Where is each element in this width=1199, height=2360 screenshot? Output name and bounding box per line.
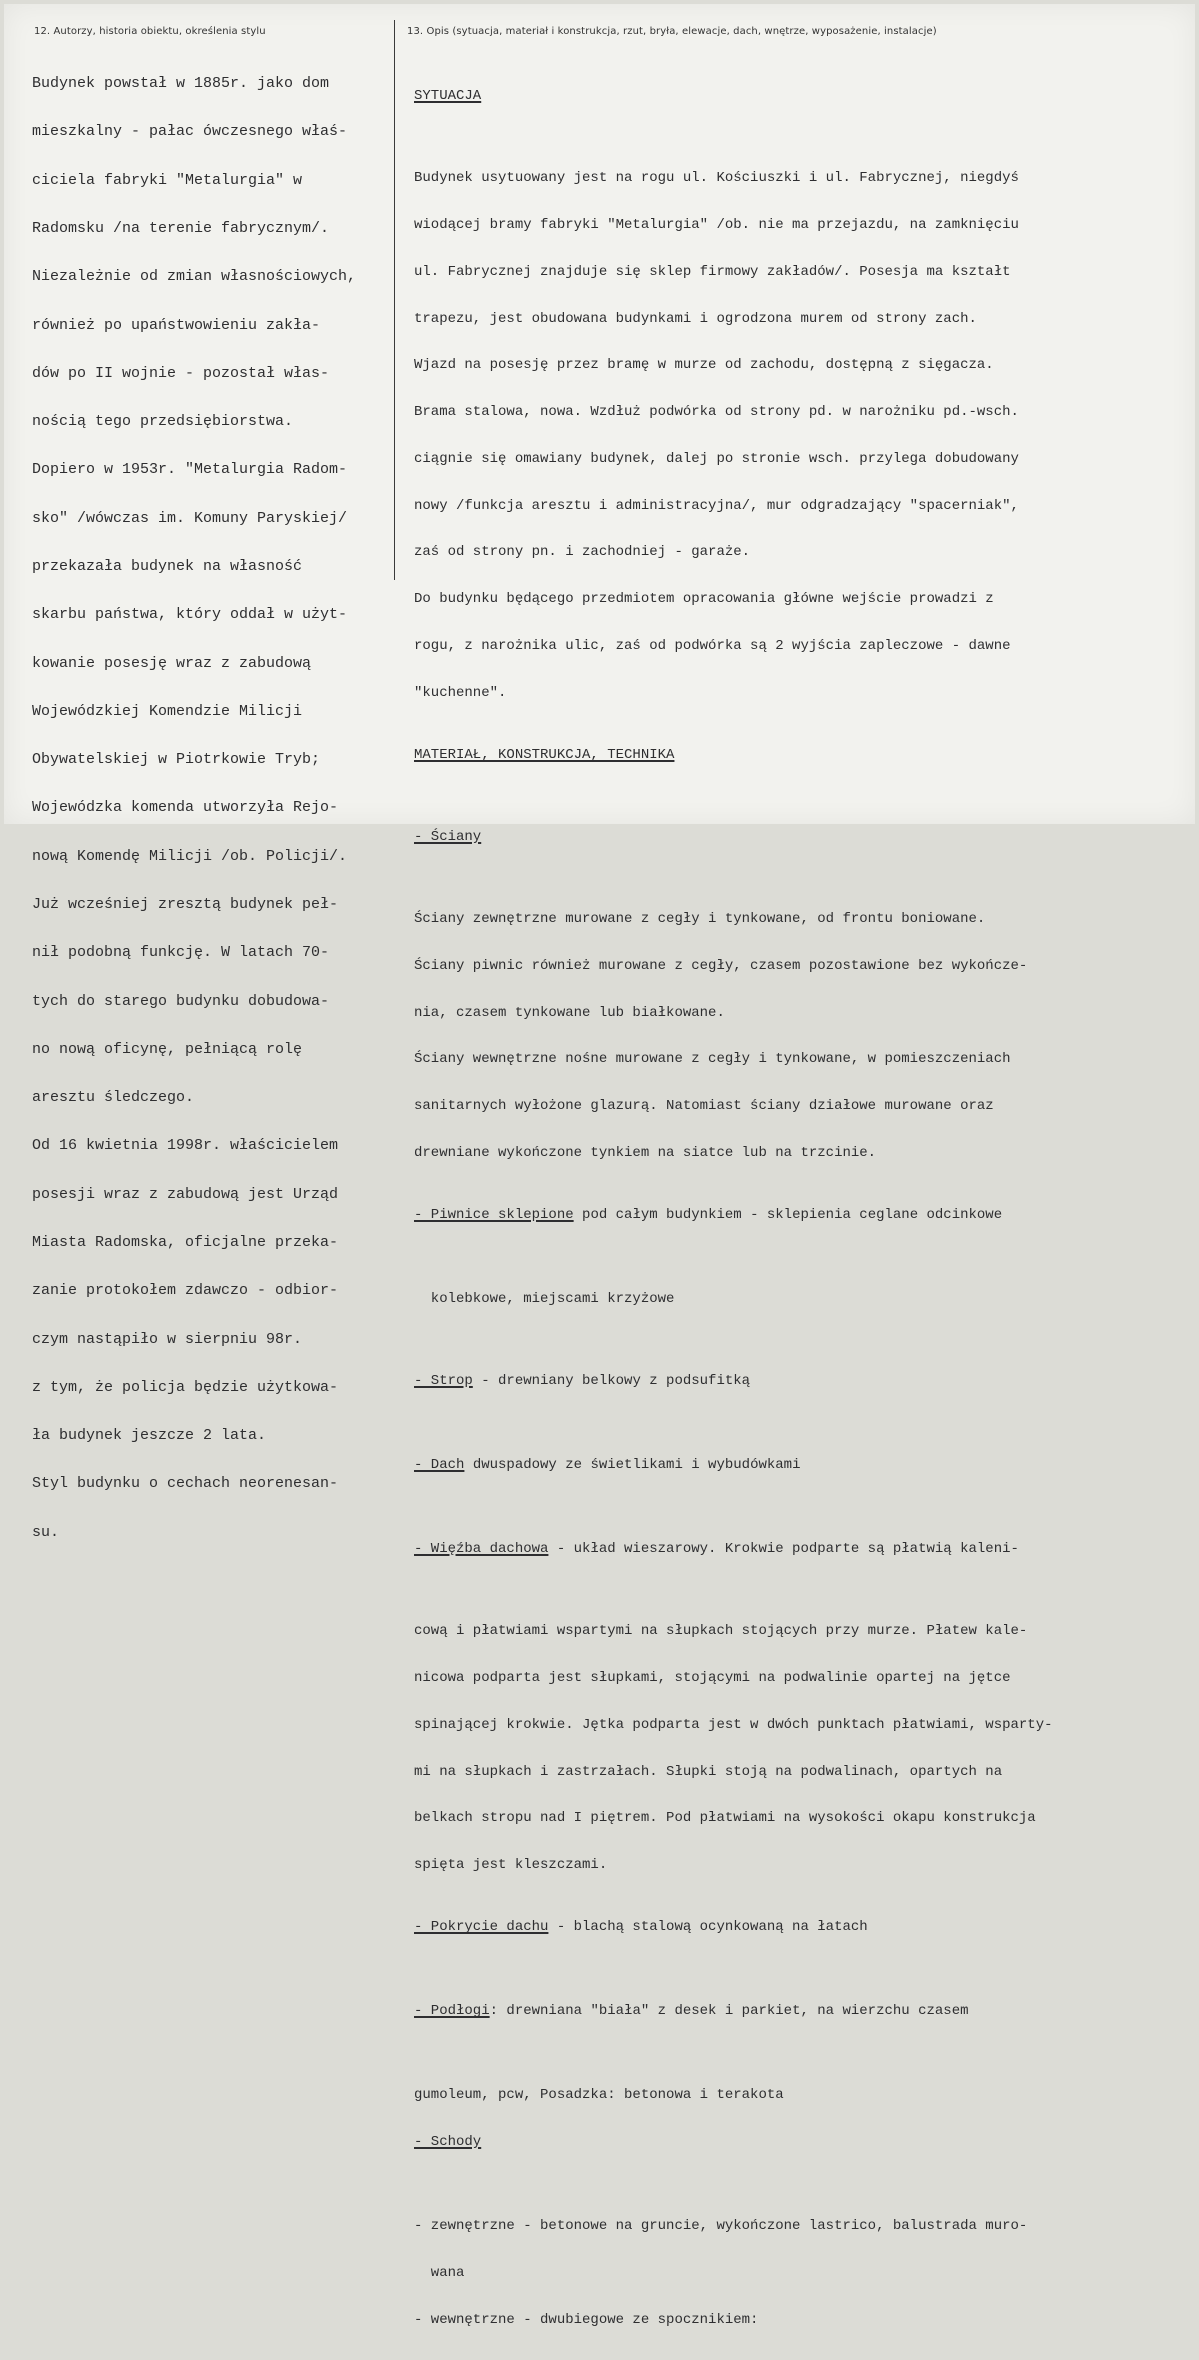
piwnice-line bbox=[414, 1208, 1053, 1224]
material-heading: MATERIAŁ, KONSTRUKCJA, TECHNIKA bbox=[414, 747, 675, 764]
history-line: Dopiero w 1953r. "Metalurgia Radom- bbox=[32, 461, 348, 479]
history-line: również po upaństwowieniu zakła- bbox=[32, 316, 321, 334]
history-line: sko" /wówczas im. Komuny Paryskiej/ bbox=[32, 509, 348, 527]
wiezba-line: spinającej krokwie. Jętka podparta jest w dwóch punktach płatwiami, wsparty- bbox=[414, 1716, 1053, 1733]
column-divider bbox=[394, 20, 395, 580]
history-line: Miasta Radomska, oficjalne przeka- bbox=[32, 1233, 339, 1251]
sytuacja-heading: SYTUACJA bbox=[414, 88, 482, 105]
sytuacja-line: zaś od strony pn. i zachodniej - garaże. bbox=[414, 544, 751, 561]
dach-text: dwuspadowy ze świetlikami i wybudówkami bbox=[464, 1457, 801, 1474]
history-text bbox=[32, 44, 356, 1573]
document-card bbox=[4, 4, 1195, 2328]
history-line: Od 16 kwietnia 1998r. właścicielem bbox=[32, 1137, 339, 1155]
sciany-line: Ściany zewnętrzne murowane z cegły i tynkowane, od frontu boniowane. bbox=[414, 911, 986, 928]
history-line: z tym, że policja będzie użytkowa- bbox=[32, 1378, 339, 1396]
sytuacja-line: Brama stalowa, nowa. Wzdłuż podwórka od strony pd. w narożniku pd.-wsch. bbox=[414, 404, 1019, 421]
sytuacja-line: Do budynku będącego przedmiotem opracowania główne wejście prowadzi z bbox=[414, 591, 994, 608]
history-line: su. bbox=[32, 1523, 60, 1541]
history-line: ła budynek jeszcze 2 lata. bbox=[32, 1427, 267, 1445]
history-line: Radomsku /na terenie fabrycznym/. bbox=[32, 220, 330, 238]
sciany-line: drewniane wykończone tynkiem na siatce lub na trzcinie. bbox=[414, 1144, 877, 1161]
wiezba-line: mi na słupkach i zastrzałach. Słupki stoją na podwalinach, opartych na bbox=[414, 1763, 1003, 1780]
sytuacja-line: Wjazd na posesję przez bramę w murze od zachodu, dostępną z sięgacza. bbox=[414, 357, 994, 374]
piwnice-text: pod całym budynkiem - sklepienia ceglane odcinkowe bbox=[573, 1207, 1003, 1224]
history-line: skarbu państwa, który oddał w użyt- bbox=[32, 606, 348, 624]
sytuacja-line: ul. Fabrycznej znajduje się sklep firmowy zakładów/. Posesja ma kształt bbox=[414, 263, 1011, 280]
schody-line: - zewnętrzne - betonowe na gruncie, wykończone lastrico, balustrada muro- bbox=[414, 2218, 1028, 2235]
pokrycie-label: - Pokrycie dachu bbox=[414, 1919, 549, 1936]
history-line: Styl budynku o cechach neorenesan- bbox=[32, 1475, 339, 1493]
history-line: aresztu śledczego. bbox=[32, 1089, 195, 1107]
strop-line bbox=[414, 1374, 1053, 1390]
history-line: dów po II wojnie - pozostał włas- bbox=[32, 364, 330, 382]
wiezba-line: belkach stropu nad I piętrem. Pod płatwiami na wysokości okapu konstrukcja bbox=[414, 1810, 1036, 1827]
podlogi-line-2: gumoleum, pcw, Posadzka: betonowa i terakota bbox=[414, 2087, 784, 2104]
podlogi-line bbox=[414, 2004, 1053, 2020]
schody-line: - wewnętrzne - dwubiegowe ze spocznikiem: bbox=[414, 2311, 759, 2328]
sciany-label: - Ściany bbox=[414, 829, 482, 846]
history-line: mieszkalny - pałac ówczesnego właś- bbox=[32, 123, 348, 141]
wiezba-line: spięta jest kleszczami. bbox=[414, 1857, 608, 1874]
history-line: tych do starego budynku dobudowa- bbox=[32, 992, 330, 1010]
podlogi-label: - Podłogi bbox=[414, 2003, 490, 2020]
sytuacja-line: nowy /funkcja aresztu i administracyjna/, mur odgradzający "spacerniak", bbox=[414, 497, 1019, 514]
history-line: nością tego przedsiębiorstwa. bbox=[32, 413, 294, 431]
wiezba-label: - Więźba dachowa bbox=[414, 1541, 549, 1558]
right-column-header: 13. Opis (sytuacja, materiał i konstrukcja, rzut, bryła, elewacje, dach, wnętrze, wyposażenie, instalacje) bbox=[407, 26, 937, 37]
history-line: no nową oficynę, pełniącą rolę bbox=[32, 1040, 303, 1058]
pokrycie-line bbox=[414, 1920, 1053, 1936]
sytuacja-line: wiodącej bramy fabryki "Metalurgia" /ob. nie ma przejazdu, na zamknięciu bbox=[414, 216, 1019, 233]
sytuacja-line: ciągnie się omawiany budynek, dalej po stronie wsch. przylega dobudowany bbox=[414, 450, 1019, 467]
schody-line: wana bbox=[414, 2264, 465, 2281]
history-line: kowanie posesję wraz z zabudową bbox=[32, 654, 312, 672]
sytuacja-line: rogu, z narożnika ulic, zaś od podwórka są 2 wyjścia zapleczowe - dawne bbox=[414, 637, 1011, 654]
dach-label: - Dach bbox=[414, 1457, 465, 1474]
sciany-line: Ściany piwnic również murowane z cegły, czasem pozostawione bez wykończe- bbox=[414, 957, 1028, 974]
left-column-header: 12. Autorzy, historia obiektu, określenia stylu bbox=[34, 26, 266, 37]
history-line: Budynek powstał w 1885r. jako dom bbox=[32, 75, 330, 93]
schody-label: - Schody bbox=[414, 2134, 482, 2151]
wiezba-line: nicowa podparta jest słupkami, stojącymi na podwalinie opartej na jętce bbox=[414, 1669, 1011, 1686]
history-line: ciciela fabryki "Metalurgia" w bbox=[32, 171, 303, 189]
history-line: Wojewódzkiej Komendzie Milicji bbox=[32, 702, 303, 720]
wiezba-line: cową i płatwiami wspartymi na słupkach stojących przy murze. Płatew kale- bbox=[414, 1623, 1028, 1640]
history-line: Wojewódzka komenda utworzyła Rejo- bbox=[32, 799, 339, 817]
wiezba-text: - układ wieszarowy. Krokwie podparte są płatwią kaleni- bbox=[548, 1541, 1019, 1558]
history-line: nił podobną funkcję. W latach 70- bbox=[32, 944, 330, 962]
history-line: przekazała budynek na własność bbox=[32, 558, 303, 575]
piwnice-label: - Piwnice sklepione bbox=[414, 1207, 574, 1224]
history-line: posesji wraz z zabudową jest Urząd bbox=[32, 1185, 339, 1203]
sciany-line: Ściany wewnętrzne nośne murowane z cegły i tynkowane, w pomieszczeniach bbox=[414, 1051, 1011, 1068]
sciany-line: nia, czasem tynkowane lub białkowane. bbox=[414, 1004, 725, 1021]
strop-label: - Strop bbox=[414, 1373, 473, 1390]
description-text bbox=[414, 58, 1053, 2360]
podlogi-text: : drewniana "biała" z desek i parkiet, na wierzchu czasem bbox=[489, 2003, 969, 2020]
sciany-line: sanitarnych wyłożone glazurą. Natomiast ściany działowe murowane oraz bbox=[414, 1098, 994, 1115]
strop-text: - drewniany belkowy z podsufitką bbox=[472, 1373, 751, 1390]
history-line: Niezależnie od zmian własnościowych, bbox=[32, 268, 357, 286]
history-line: czym nastąpiło w sierpniu 98r. bbox=[32, 1330, 303, 1348]
dach-line bbox=[414, 1458, 1053, 1474]
wiezba-line bbox=[414, 1542, 1053, 1558]
history-line: zanie protokołem zdawczo - odbior- bbox=[32, 1282, 339, 1300]
history-line: nową Komendę Milicji /ob. Policji/. bbox=[32, 847, 348, 865]
history-line: Już wcześniej zresztą budynek peł- bbox=[32, 895, 339, 913]
sytuacja-line: "kuchenne". bbox=[414, 684, 507, 701]
piwnice-line-2: kolebkowe, miejscami krzyżowe bbox=[414, 1291, 675, 1308]
pokrycie-text: - blachą stalową ocynkowaną na łatach bbox=[548, 1919, 868, 1936]
history-line: Obywatelskiej w Piotrkowie Tryb; bbox=[32, 751, 321, 769]
sytuacja-line: trapezu, jest obudowana budynkami i ogrodzona murem od strony zach. bbox=[414, 310, 977, 327]
sytuacja-line: Budynek usytuowany jest na rogu ul. Kościuszki i ul. Fabrycznej, niegdyś bbox=[414, 170, 1019, 187]
